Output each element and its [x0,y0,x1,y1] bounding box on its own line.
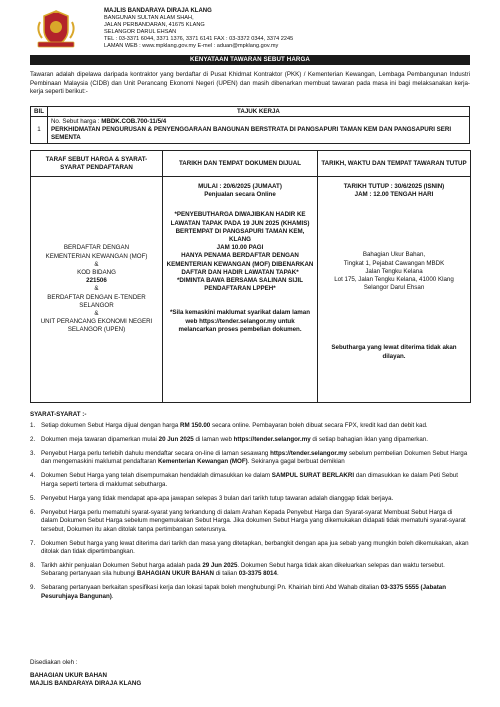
col-registration-header: TARAF SEBUT HARGA & SYARAT-SYARAT PENDAFTARAN [31,151,163,177]
col-sale-header: TARIKH DAN TEMPAT DOKUMEN DIJUAL [163,151,318,177]
notice-title-banner: KENYATAAN TAWARAN SEBUT HARGA [30,55,470,65]
intro-paragraph: Tawaran adalah dipelawa daripada kontraktor yang berdaftar di Pusat Khidmat Kontraktor (PKK) / Kementerian Kewangan, Lembaga Pembangunan Industri Pembinaan Malaysia (CIDB) dan Unit Perancang Ekonomi Negeri (UPEN) dan masih dibenarkan membuat tawaran pada masa ini bagi melaksanakan kerja-kerja seperti berikut:- [30,71,470,96]
term-number: 9. [30,584,36,592]
terms-heading: SYARAT-SYARAT :- [30,411,87,418]
term-item [30,472,470,489]
term-text: Penyebut Harga perlu terlebih dahulu mendaftar secara on-line di laman sesawang [41,450,271,457]
term-number: 4. [30,472,36,480]
term-text: dan dimasukkan ke dalam Peti Sebut Harga seperti tertera di maklumat sebutharga. [41,472,458,488]
letterhead-text [104,8,293,49]
term-emphasis: https://tender.selangor.my [270,450,348,457]
ampersand: & [94,310,99,317]
row-number: 1 [31,117,48,144]
term-text: . Dokumen Sebut harga tidak akan dikeluarkan selepas dan waktu tersebut. Sebarang pertanyaan sila hubungi [41,562,445,578]
term-text: di talian [213,570,239,578]
crest-logo-icon [32,8,80,50]
term-text: . Sekiranya gagal berbuat demikian [247,458,345,466]
term-text: Dokumen meja tawaran dipamerkan mulai [41,436,159,443]
term-text: Setiap dokumen Sebut Harga dijual dengan harga [41,422,180,429]
sale-start-date: MULAI : 20/6/2025 (JUMAAT) [198,183,282,190]
ampersand: & [94,285,99,293]
registration-line: BERDAFTAR DENGAN E-TENDER SELANGOR [47,293,146,309]
term-emphasis: BAHAGIAN UKUR BAHAN [136,570,214,578]
term-text: Penyebut Harga yang tidak mendapat apa-apa jawapan selepas 3 bulan dari tarikh tutup tawaran adalah dianggap tidak berjaya. [41,494,394,502]
col-bil-header: BIL [31,107,48,117]
term-emphasis: 20 Jun 2025 [158,436,194,443]
registration-note: HANYA PENAMA BERDAFTAR DENGAN KEMENTERIAN KEWANGAN (MOF) DIBENARKAN DAFTAR DAN HADIR LAWATAN TAPAK* [166,252,314,276]
term-number: 8. [30,562,36,570]
registration-line: KOD BIDANG [77,268,116,276]
term-item [30,450,470,467]
closing-address-line: Lot 175, Jalan Tengku Kelana, 41000 Klang [334,276,454,284]
col-closing-header: TARIKH, WAKTU DAN TEMPAT TAWARAN TUTUP [318,151,471,177]
late-submission-note: Sebutharga yang lewat diterima tidak akan dilayan. [331,344,457,360]
letterhead [30,8,470,50]
prepared-org: MAJLIS BANDARAYA DIRAJA KLANG [30,680,142,688]
term-emphasis: https://tender.selangor.my [233,436,311,443]
table-row [31,117,470,144]
term-text: di laman web [193,436,234,443]
term-number: 6. [30,508,36,516]
quotation-ref-label: No. Sebut harga : [50,118,102,125]
term-number: 5. [30,494,36,502]
update-info-note: *Sila kemaskini maklumat syarikat dalam laman web https://tender.selangor.my untuk melancarkan proses pembelian dokumen. [170,309,310,333]
work-title-table [30,106,470,144]
closing-address-line: Bahagian Ukur Bahan, [362,251,426,259]
term-text: Dokumen Sebut harga yang lewat diterima dari tarikh dan masa yang ditetapkan, berbangkit dengan apa jua sebab yang mungkin boleh dikemukakan, akan ditolak dan tidak dipertimbangkan. [41,539,469,556]
prepared-by-label: Disediakan oleh : [30,659,78,666]
term-emphasis: 03-3375 8014 [238,570,277,578]
term-item [30,509,470,534]
work-title: PERKHIDMATAN PENGURUSAN & PENYENGGARAAN BANGUNAN BERSTRATA DI PANGSAPURI TAMAN KEM DAN PANGSAPURI SERI SEMENTA [50,125,452,141]
web-email-line: LAMAN WEB : www.mpklang.gov.my E-mel : aduan@mpklang.gov.my [104,42,279,49]
term-item [30,422,470,430]
closing-date: TARIKH TUTUP : 30/6/2025 (ISNIN) [343,183,445,190]
term-emphasis: 03-3375 5555 (Jabatan Pesuruhjaya Bangunan) [41,584,446,600]
table-row [31,177,471,403]
org-name: MAJLIS BANDARAYA DIRAJA KLANG [104,8,212,14]
registration-line: UNIT PERANCANG EKONOMI NEGERI SELANGOR (UPEN) [40,318,153,334]
site-visit-note: *PENYEBUTHARGA DIWAJIBKAN HADIR KE LAWATAN TAPAK PADA 19 JUN 2025 (KHAMIS) BERTEMPAT DI PANGSAPURI TAMAN KEM, KLANG [170,211,310,244]
term-text: Sebarang pertanyaan berkaitan spesifikasi kerja dan lokasi tapak boleh menghubungi Pn. Khairiah binti Abd Wahab ditalian [41,584,381,592]
term-text: . [276,570,279,578]
term-text: Dokumen Sebut Harga yang telah disempurnakan hendaklah dimasukkan ke dalam [41,472,272,480]
terms-list [30,422,470,601]
term-number: 2. [30,436,36,443]
term-text: Penyebut Harga perlu mematuhi syarat-syarat yang terkandung di dalam Arahan Kepada Penyebut Harga dan Syarat-syarat Membuat Sebut Harga di dalam Dokumen Sebut Harga sebelum mengemukakan Sebut Harga. Jika dokumen Sebut Harga yang dikemukakan didapati tidak mematuhi syarat-syarat tersebut, Dokumen itu akan ditolak tanpa pertimbangan seterusnya. [41,508,466,533]
term-item [30,436,470,444]
term-item [30,495,470,503]
term-text: sebelum pembelian Dokumen Sebut Harga dan mengemaskini maklumat pendaftaran [41,450,468,466]
quotation-ref [51,118,466,126]
prepared-dept: BAHAGIAN UKUR BAHAN [30,671,107,679]
ampersand: & [94,260,99,268]
term-number: 7. [30,539,36,547]
sale-mode: Penjualan secara Online [204,191,276,199]
terms-section [30,411,470,607]
term-text: di setiap bahagian iklan yang dipamerkan. [310,436,428,443]
address-line: SELANGOR DARUL EHSAN [104,28,177,35]
term-emphasis: Kementerian Kewangan (MOF) [157,458,248,466]
term-emphasis: SAMPUL SURAT BERLAKRI [271,472,355,480]
work-title-cell [47,117,469,144]
address-line: JALAN PERBANDARAN, 41675 KLANG [104,21,205,28]
sale-cell [163,177,318,403]
term-text: Tarikh akhir penjualan Dokumen Sebut harga adalah pada [41,562,203,570]
term-number: 1. [30,422,36,429]
term-item [30,584,470,601]
certificate-note: *DIMINTA BAWA BERSAMA SALINAN SIJIL PENDAFTARAN LPPEH* [176,277,304,293]
registration-cell [31,177,163,403]
details-table [30,150,471,403]
col-tajuk-header: TAJUK KERJA [47,107,469,117]
registration-line: BERDAFTAR DENGAN [63,244,130,252]
term-text: secara online. Pembayaran boleh dibuat secara FPX, kredit kad dan debit kad. [210,422,428,429]
term-emphasis: 29 Jun 2025 [202,562,238,570]
closing-address-line: Tingkat 1, Pejabat Cawangan MBDK [343,259,445,267]
closing-cell [318,177,471,403]
prepared-by [30,659,141,689]
field-code: 221506 [86,277,107,285]
site-visit-time: JAM 10.00 PAGI [216,244,264,252]
term-item [30,562,470,579]
address-line: BANGUNAN SULTAN ALAM SHAH, [104,14,194,21]
closing-time: JAM : 12.00 TENGAH HARI [354,191,434,199]
quotation-ref-number: MBDK.COB.700-11/5/4 [101,118,167,125]
term-text: . [111,592,114,600]
term-item [30,540,470,557]
term-emphasis: RM 150.00 [179,422,211,429]
term-number: 3. [30,450,36,457]
phone-fax-line: TEL : 03-3371 6044, 3371 1376, 3371 6141 FAX : 03-3372 0344, 3374 2245 [104,35,294,42]
closing-address-line: Jalan Tengku Kelana [365,267,423,275]
closing-address-line: Selangor Darul Ehsan [363,284,425,292]
registration-line: KEMENTERIAN KEWANGAN (MOF) [45,252,148,260]
